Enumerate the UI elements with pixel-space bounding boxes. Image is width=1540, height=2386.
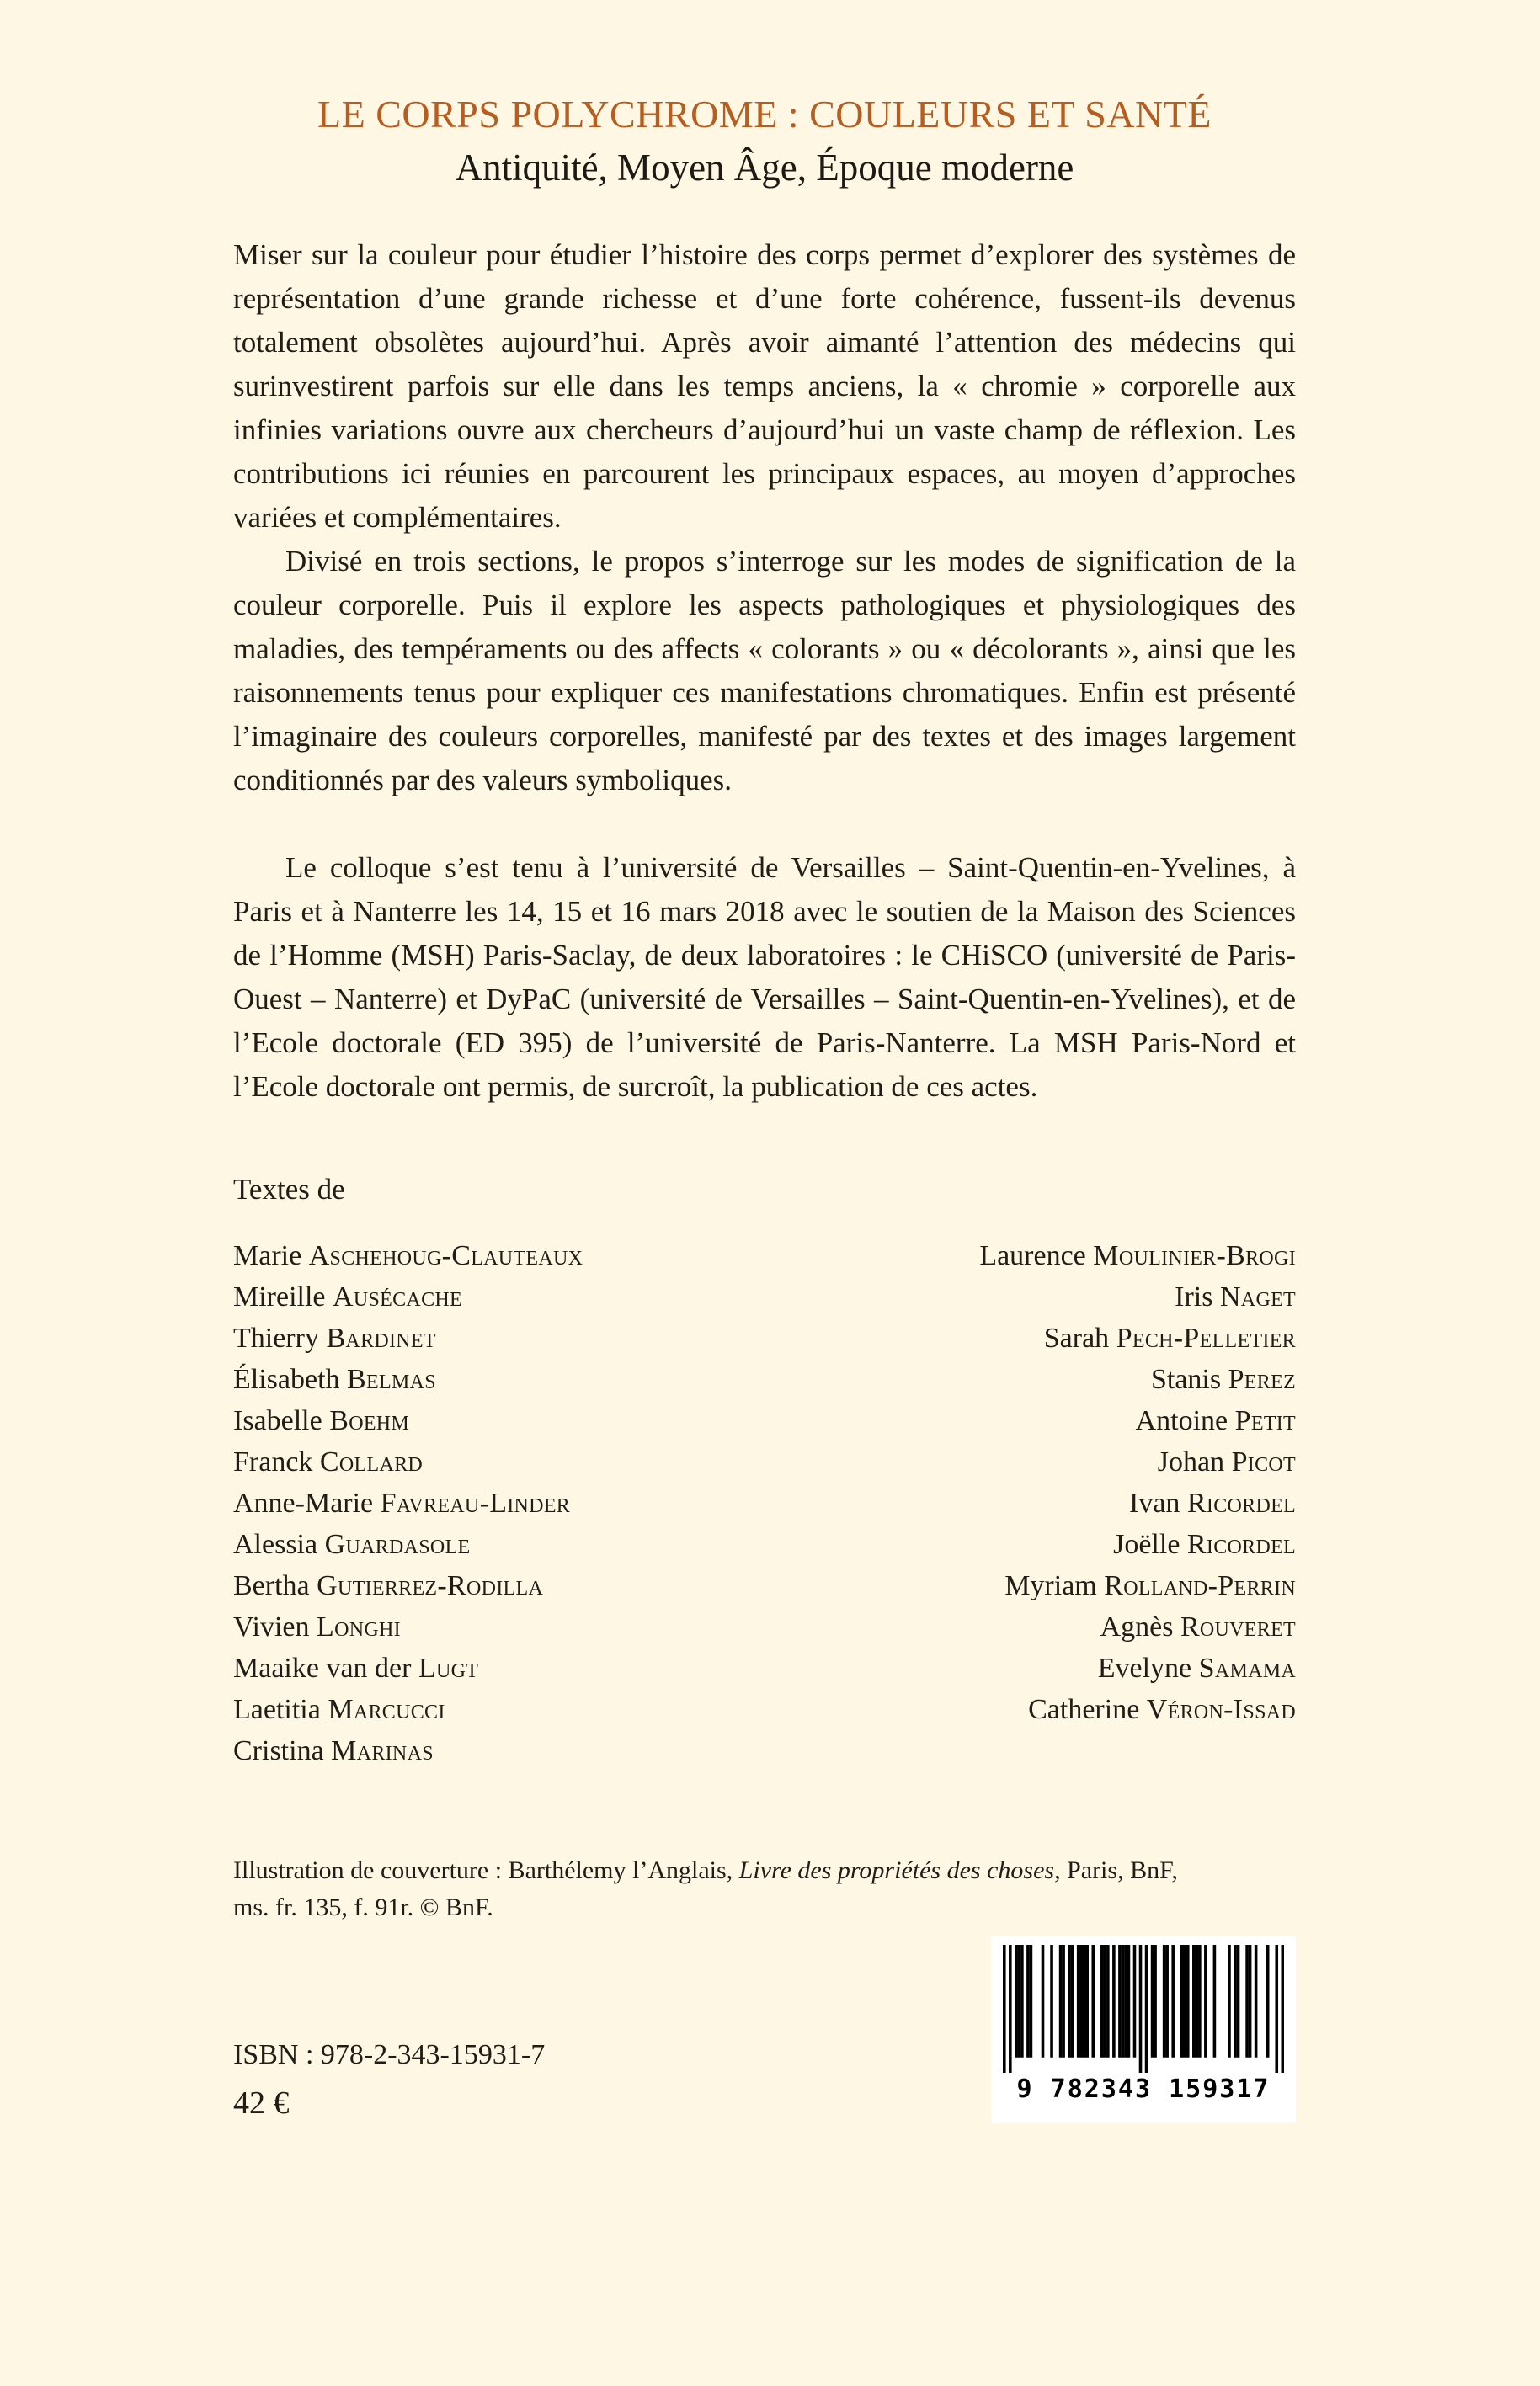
credit-work-title: Livre des propriétés des choses <box>738 1856 1055 1884</box>
contributor-name: Stanis Perez <box>1150 1363 1296 1395</box>
contributors-left <box>233 1235 583 1771</box>
book-title: LE CORPS POLYCHROME : COULEURS ET SANTÉ <box>317 93 1212 136</box>
isbn-text: ISBN : 978-2-343-15931-7 <box>233 2038 546 2070</box>
footer <box>233 1936 1296 2123</box>
credit-line-1 <box>233 1852 1296 1889</box>
barcode <box>991 1936 1296 2123</box>
contributor-name: Bertha Gutierrez-Rodilla <box>233 1569 544 1601</box>
contributor-name: Isabelle Boehm <box>233 1404 410 1436</box>
contributor-name: Iris Naget <box>1175 1281 1296 1313</box>
price-text: 42 € <box>233 2085 290 2121</box>
contributor-name: Laurence Moulinier-Brogi <box>979 1239 1296 1271</box>
blurb-paragraph-1: Miser sur la couleur pour étudier l’histoire des corps permet d’explorer des systèmes de représentation d’une grande richesse et d’une forte cohérence, fussent-ils devenus totalement obsolètes aujourd’hui. Après avoir aimanté l’attention des médecins qui surinvestirent parfois sur elle dans les temps anciens, la « chromie » corporelle aux infinies variations ouvre aux chercheurs d’aujourd’hui un vaste champ de réflexion. Les contributions ici réunies en parcourent les principaux espaces, au moyen d’approches variées et complémentaires. <box>233 237 1296 534</box>
contributor-name: Laetitia Marcucci <box>233 1693 445 1725</box>
contributor-name: Antoine Petit <box>1135 1404 1296 1436</box>
contributor-name: Cristina Marinas <box>233 1734 434 1766</box>
contributor-name: Catherine Véron-Issad <box>1028 1693 1296 1725</box>
contributor-name: Thierry Bardinet <box>233 1322 436 1354</box>
book-subtitle: Antiquité, Moyen Âge, Époque moderne <box>455 146 1074 189</box>
contributor-name: Johan Picot <box>1157 1446 1296 1478</box>
credit-suffix: , Paris, BnF, <box>1054 1856 1178 1884</box>
barcode-digits: 9 782343 159317 <box>1016 2074 1271 2104</box>
contributor-name: Myriam Rolland-Perrin <box>1004 1569 1296 1601</box>
contributors-heading: Textes de <box>233 1172 345 1206</box>
contributor-name: Élisabeth Belmas <box>233 1363 436 1395</box>
contributor-name: Anne-Marie Favreau-Linder <box>233 1487 571 1519</box>
credit-line-2: ms. fr. 135, f. 91r. © BnF. <box>233 1893 493 1921</box>
contributor-name: Evelyne Samama <box>1097 1652 1296 1684</box>
footer-left <box>233 2039 545 2123</box>
contributor-name: Maaike van der Lugt <box>233 1652 479 1684</box>
credit-prefix: Illustration de couverture : Barthélemy l’Anglais, <box>233 1856 739 1884</box>
barcode-bars <box>1003 1945 1284 2073</box>
content-column <box>233 0 1296 2123</box>
contributors-right <box>979 1235 1296 1771</box>
contributor-name: Marie Aschehoug-Clauteaux <box>233 1239 583 1271</box>
blurb-paragraph-3: Le colloque s’est tenu à l’université de Versailles – Saint-Quentin-en-Yvelines, à Paris et à Nanterre les 14, 15 et 16 mars 2018 avec le soutien de la Maison des Sciences de l’Homme (MSH) Paris-Saclay, de deux laboratoires : le CHiSCO (université de Paris-Ouest – Nanterre) et DyPaC (université de Versailles – Saint-Quentin-en-Yvelines), et de l’Ecole doctorale (ED 395) de l’université de Paris-Nanterre. La MSH Paris-Nord et l’Ecole doctorale ont permis, de surcroît, la publication de ces actes. <box>233 850 1296 1103</box>
contributor-name: Mireille Ausécache <box>233 1281 462 1313</box>
contributors-section <box>233 1235 1296 1771</box>
contributor-name: Sarah Pech-Pelletier <box>1043 1322 1296 1354</box>
contributor-name: Ivan Ricordel <box>1129 1487 1296 1519</box>
cover-illustration-credit <box>233 1852 1296 1926</box>
contributor-name: Vivien Longhi <box>233 1611 401 1643</box>
blurb-paragraph-2: Divisé en trois sections, le propos s’interroge sur les modes de signification de la couleur corporelle. Puis il explore les aspects pathologiques et physiologiques des maladies, des tempéraments ou des affects « colorants » ou « décolorants », ainsi que les raisonnements tenus pour expliquer ces manifestations chromatiques. Enfin est présenté l’imaginaire des couleurs corporelles, manifesté par des textes et des images largement conditionnés par des valeurs symboliques. <box>233 544 1296 796</box>
contributor-name: Franck Collard <box>233 1446 424 1478</box>
contributor-name: Joëlle Ricordel <box>1113 1528 1296 1560</box>
contributor-name: Agnès Rouveret <box>1100 1611 1296 1643</box>
contributor-name: Alessia Guardasole <box>233 1528 471 1560</box>
